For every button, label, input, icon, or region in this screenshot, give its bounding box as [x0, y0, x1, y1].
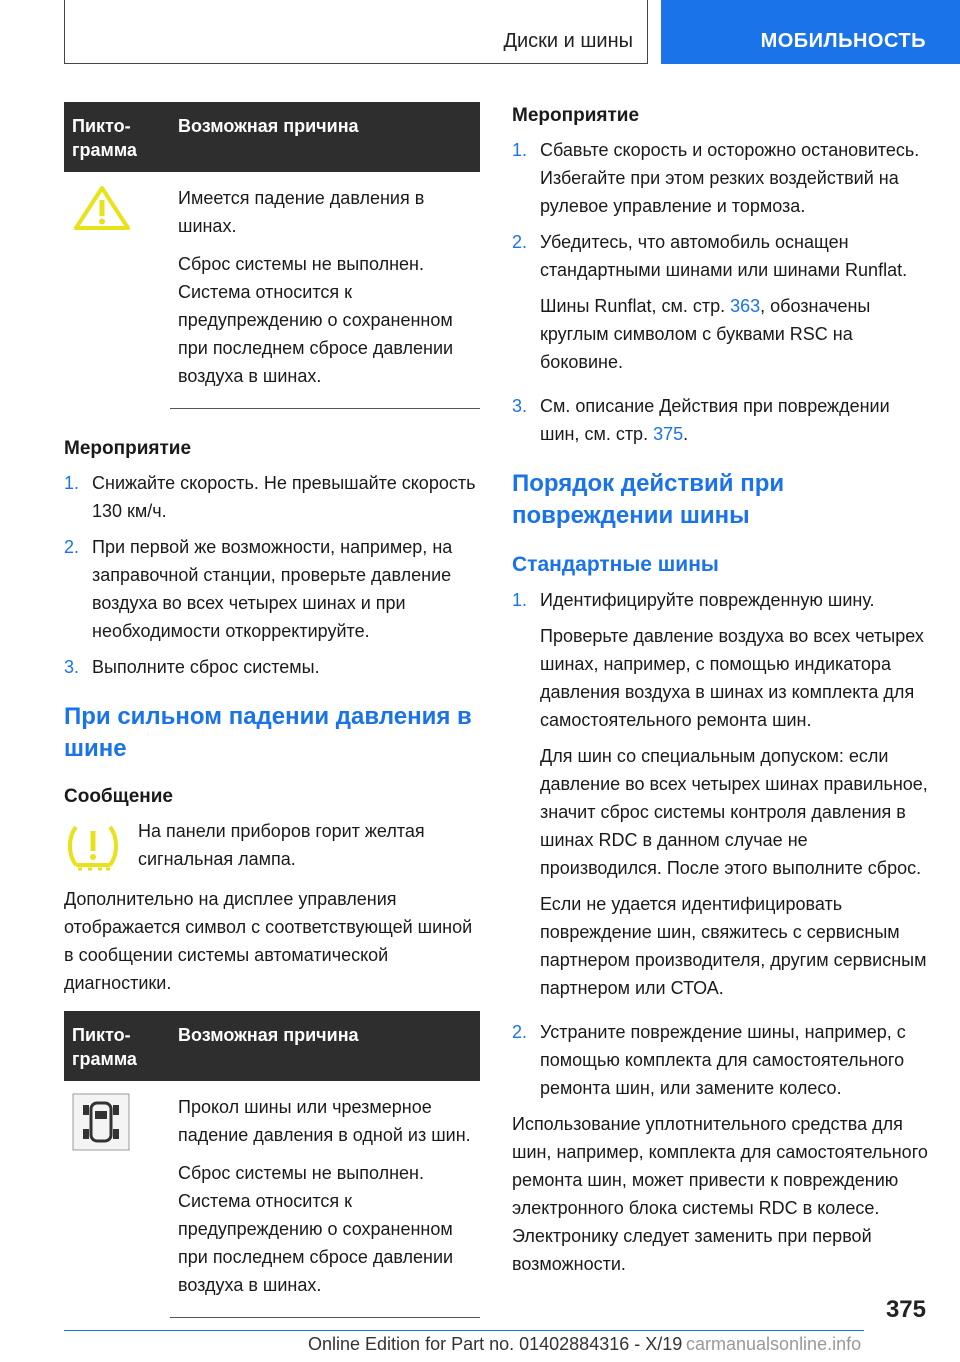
measures-title-2: Мероприятие: [512, 105, 640, 126]
page-number: 375: [885, 1296, 926, 1323]
footer-divider: [64, 1330, 864, 1331]
list-item: 3. Выполните сброс системы.: [64, 657, 320, 677]
message-title: Сообщение: [64, 786, 173, 807]
section-heading-pressure-drop: При сильном падении давления в шине: [64, 703, 472, 762]
table-col-pictogram: Пикто- грамма: [64, 102, 170, 172]
table-col-pictogram: Пикто- грамма: [64, 1011, 170, 1081]
list-item: 2. Убедитесь, что автомобиль оснащен стандартными шинами или шинами Runflat. Шины Runflat, см. стр. 363, обозначены круглым символом с буквами RSC на боковине.: [512, 232, 908, 372]
table-row: [64, 172, 480, 409]
yellow-warning-triangle-icon: [72, 184, 132, 234]
list-item: 3. См. описание Действия при повреждении шин, см. стр. 375.: [512, 396, 890, 444]
extra-text: Дополнительно на дисплее управления отображается символ с соответствующей шиной в сообщении системы автоматической диагностики.: [64, 889, 473, 993]
yellow-tire-pressure-icon: [64, 821, 122, 873]
cause-text-1: Прокол шины или чрезмерное падение давления в одной из шин.: [178, 1097, 471, 1145]
measures-title-1: Мероприятие: [64, 438, 192, 459]
footer-watermark: carmanualsonline.info: [686, 1334, 862, 1354]
cause-text-2: Сброс системы не выполнен. Система относится к предупреждению о сохраненном при последнем сбросе давлении воздуха в шинах.: [178, 1163, 454, 1295]
list-item: 2. При первой же возможности, например, на заправочной станции, проверьте давление воздуха во всех четырех шинах и при необходимости откорректируйте.: [64, 537, 453, 641]
list-item: 1. Снижайте скорость. Не превышайте скорость 130 км/ч.: [64, 473, 476, 521]
table-header-row: [64, 1011, 480, 1081]
header-section-box: [64, 0, 648, 64]
measures-list-2: [512, 136, 928, 448]
page-link-375[interactable]: 375: [653, 424, 684, 444]
message-block: [64, 817, 480, 873]
header-section-title: Диски и шины: [503, 30, 633, 52]
header-chapter-title: МОБИЛЬНОСТЬ: [760, 30, 926, 52]
subheading-standard-tires: Стандартные шины: [512, 553, 719, 576]
header-chapter-tab[interactable]: [661, 0, 960, 64]
table-row: [64, 1081, 480, 1318]
cause-text-1: Имеется падение давления в шинах.: [178, 188, 425, 236]
page-link-363[interactable]: 363: [730, 296, 761, 316]
section-heading-tire-damage: Порядок действий при повреждении шины: [512, 470, 785, 529]
table-col-cause: Возможная причина: [170, 1011, 480, 1081]
steps-list: [512, 586, 928, 1102]
car-tire-damage-icon: [72, 1093, 130, 1151]
cause-text-2: Сброс системы не выполнен. Система относится к предупреждению о сохраненном при последнем сбросе давлении воздуха в шинах.: [178, 254, 454, 386]
right-column: [512, 102, 928, 1278]
closing-text: Использование уплотнительного средства для шин, например, комплекта для самостоятельного ремонта шин, может привести к повреждению электронного блока системы RDC в колесе. Электронику следует заменить при первой возможности.: [512, 1114, 928, 1274]
message-text: На панели приборов горит желтая сигнальная лампа.: [138, 821, 425, 869]
footer-edition: Online Edition for Part no. 01402884316 - X/19: [308, 1334, 683, 1354]
pictogram-table-1: [64, 102, 480, 409]
list-item: 1. Сбавьте скорость и осторожно остановитесь. Избегайте при этом резких воздействий на рулевое управление и тормоза.: [512, 140, 920, 216]
measures-list-1: [64, 469, 480, 681]
left-column: [64, 102, 480, 1318]
pictogram-table-2: [64, 1011, 480, 1318]
table-header-row: [64, 102, 480, 172]
list-item: 1. Идентифицируйте поврежденную шину. Проверьте давление воздуха во всех четырех шинах, например, с помощью индикатора давления воздуха в шинах из комплекта для самостоятельного ремонта шин. Для шин со специальным допуском: если давление во всех четырех шинах правильное, значит сброс системы контроля давления в шинах RDC в данном случае не производился. После этого выполните сброс. Если не удается идентифицировать повреждение шин, свяжитесь с сервисным партнером производителя, другим сервисным партнером или СТОА.: [512, 590, 928, 998]
table-col-cause: Возможная причина: [170, 102, 480, 172]
list-item: 2. Устраните повреждение шины, например, с помощью комплекта для самостоятельного ремонта шин, или замените колесо.: [512, 1022, 906, 1098]
